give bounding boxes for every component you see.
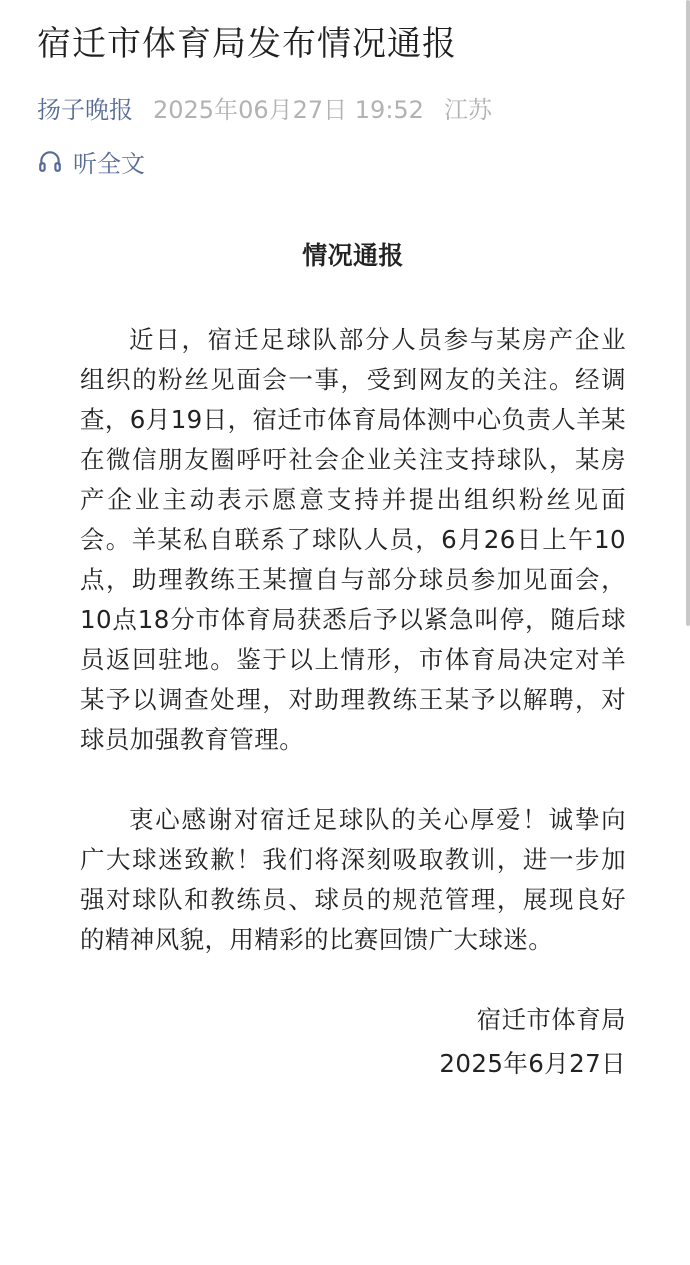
notice-paragraph-2: 衷心感谢对宿迁足球队的关心厚爱！诚挚向广大球迷致歉！我们将深刻吸取教训，进一步加强对球队和教练员、球员的规范管理，展现良好的精神风貌，用精彩的比赛回馈广大球迷。 bbox=[80, 805, 626, 954]
headphones-icon bbox=[37, 148, 63, 174]
listen-button[interactable] bbox=[37, 143, 145, 179]
signature-date: 2025年6月27日 bbox=[439, 1049, 626, 1078]
publish-datetime: 2025年06月27日 19:52 bbox=[153, 96, 424, 124]
notice-body bbox=[80, 228, 626, 1086]
notice-paragraph-1: 近日，宿迁足球队部分人员参与某房产企业组织的粉丝见面会一事，受到网友的关注。经调查，6月19日，宿迁市体育局体测中心负责人羊某在微信朋友圈呼吁社会企业关注支持球队，某房产企业主动表示愿意支持并提出组织粉丝见面会。羊某私自联系了球队人员，6月26日上午10点，助理教练王某擅自与部分球员参加见面会，10点18分市体育局获悉后予以紧急叫停，随后球员返回驻地。鉴于以上情形，市体育局决定对羊某予以调查处理，对助理教练王某予以解聘，对球员加强教育管理。 bbox=[80, 325, 626, 754]
signature-org: 宿迁市体育局 bbox=[476, 1005, 626, 1034]
publish-region: 江苏 bbox=[443, 96, 492, 124]
scrollbar[interactable] bbox=[686, 0, 690, 626]
article-meta bbox=[37, 92, 492, 128]
source-link[interactable]: 扬子晚报 bbox=[37, 96, 133, 124]
notice-heading: 情况通报 bbox=[302, 241, 404, 270]
article-title: 宿迁市体育局发布情况通报 bbox=[37, 24, 457, 64]
listen-label: 听全文 bbox=[73, 149, 145, 178]
notice-signature bbox=[80, 998, 626, 1086]
